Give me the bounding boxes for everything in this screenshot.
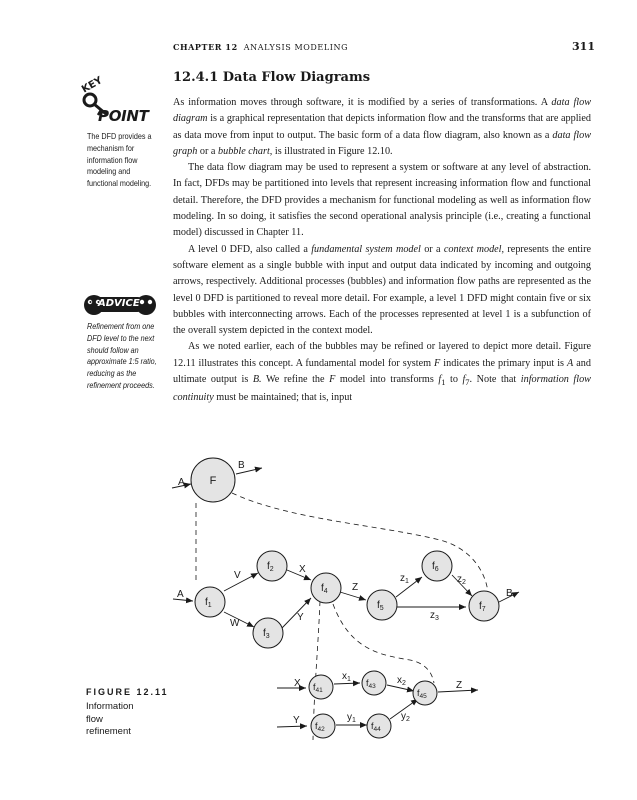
page-number: 311	[572, 40, 595, 53]
text-run: As we noted earlier, each of the bubbles may be refined or layered to depict more detail. Figure 12.11 illustrates this concept. A fundamental model for system	[173, 341, 591, 369]
flow-label-X2: X	[294, 678, 301, 689]
flow-label-B1: B	[506, 588, 513, 599]
flow-label-x1: $x_1$	[342, 671, 351, 683]
subscript: 7	[465, 377, 470, 388]
term-data-flow-graph: data flow graph	[173, 129, 591, 157]
flow-label-Y: Y	[297, 612, 304, 623]
text-run: model into transforms	[335, 374, 439, 386]
text-run: represents the entire software element as a single bubble with input and output data indicated by incoming and outgoing arrows, respectively. Additional processes (bubbles) and information flow paths are represented as the level 0 DFD is partitioned to reveal more detail. For example, a level 1 DFD might contain five or six bubbles with interconnecting arrows. Each of the processes represented at level 1 is a subfunction of the overall system depicted in the context model.	[173, 243, 592, 337]
flow-label-Y2: Y	[293, 715, 300, 726]
flow-label-A0: A	[178, 477, 185, 488]
text-run: is a graphical representation that depicts information flow and the transforms that are applied as data move from input to output. The basic form of a data flow diagram, also known as a	[173, 113, 591, 141]
flow-V	[224, 573, 258, 591]
text-run: We refine the	[261, 374, 330, 386]
var-B: B.	[252, 374, 262, 386]
label-f6: $f_6$	[432, 561, 439, 573]
flow-label-y1: $y_1$	[347, 712, 356, 724]
section-title: 12.4.1 Data Flow Diagrams	[173, 70, 371, 85]
term-fundamental-system-model: fundamental system model	[311, 243, 421, 255]
flow-label-W: W	[230, 618, 240, 629]
text-run: A level 0 DFD, also called a	[188, 243, 312, 255]
var-F: F	[329, 374, 336, 386]
chapter-label: CHAPTER 12	[173, 42, 238, 52]
label-f45: $f_{45}$	[417, 688, 427, 700]
term-bubble-chart: bubble chart,	[218, 145, 273, 157]
text-run: and ultimate output is	[173, 357, 591, 386]
label-f44: $f_{44}$	[371, 721, 381, 733]
var-f: f	[462, 374, 466, 386]
flow-label-y2: $y_2$	[401, 711, 410, 723]
paragraph-2: The data flow diagram may be used to represent a system or software at any level of abstraction. In fact, DFDs may be partitioned into levels that represent increasing information flow and functional detail. Therefore, the DFD provides a mechanism for functional modeling as well as information flow modeling. In so doing, it satisfies the second operational analysis principle (i.e., creating a functional model) discussed in Chapter 11.	[173, 162, 591, 239]
label-f7: $f_7$	[479, 601, 486, 613]
flow-label-z2: $z_2$	[457, 574, 466, 586]
var-F: F	[434, 357, 441, 369]
term-information-flow-continuity: information flow continuity	[173, 374, 591, 404]
flow-label-A1: A	[177, 589, 184, 600]
advice-note: Refinement from one DFD level to the next should follow an approximate 1:5 ratio, reducing as the refinement proceeds.	[87, 322, 157, 390]
text-run: As information moves through software, it is modified by a series of transformations. A	[173, 97, 552, 108]
flow-x1	[334, 683, 360, 684]
advice-label: ADVICE	[98, 298, 140, 309]
text-run: to	[445, 374, 463, 386]
text-run: is illustrated in Figure 12.10.	[272, 145, 393, 157]
figure-caption: Information flow refinement	[86, 701, 134, 737]
flow-label-z1: $z_1$	[400, 573, 409, 585]
flow-label-Z2: Z	[456, 680, 463, 691]
label-f4: $f_4$	[321, 583, 328, 595]
term-context-model: context model,	[443, 243, 505, 255]
flow-label-x2: $x_2$	[397, 675, 406, 687]
key-point-label: POINT	[98, 107, 149, 125]
var-f: f	[438, 374, 442, 386]
text-run: indicates the primary input is	[440, 357, 568, 369]
term-data-flow-diagram: data flow diagram	[173, 97, 591, 125]
label-f1: $f_1$	[205, 597, 212, 609]
text-run: or a	[197, 145, 218, 157]
label-f41: $f_{41}$	[313, 682, 323, 694]
label-f5: $f_5$	[377, 600, 384, 612]
text-run: . Note that	[469, 374, 521, 386]
text-run: or a	[420, 243, 444, 255]
text-run: must be maintained; that is, input	[213, 392, 353, 404]
label-f42: $f_{42}$	[315, 721, 325, 733]
label-f43: $f_{43}$	[366, 678, 376, 690]
label-F: F	[209, 475, 217, 487]
flow-label-V: V	[234, 570, 241, 581]
subscript: 1	[441, 377, 446, 388]
flow-Y-level2	[277, 726, 307, 727]
flow-label-X: X	[299, 564, 306, 575]
flow-label-z3: $z_3$	[430, 610, 439, 622]
key-point-note: The DFD provides a mechanism for information flow modeling and functional modeling.	[87, 132, 152, 189]
flow-Z	[340, 592, 366, 600]
var-A: A	[567, 357, 574, 369]
label-f3: $f_3$	[263, 628, 270, 640]
chapter-title: ANALYSIS MODELING	[243, 43, 349, 52]
key-word: KEY	[80, 75, 105, 96]
figure-number: FIGURE 12.11	[86, 687, 169, 697]
label-f2: $f_2$	[267, 561, 274, 573]
flow-label-Z: Z	[352, 582, 359, 593]
flow-label-B0: B	[238, 460, 245, 471]
